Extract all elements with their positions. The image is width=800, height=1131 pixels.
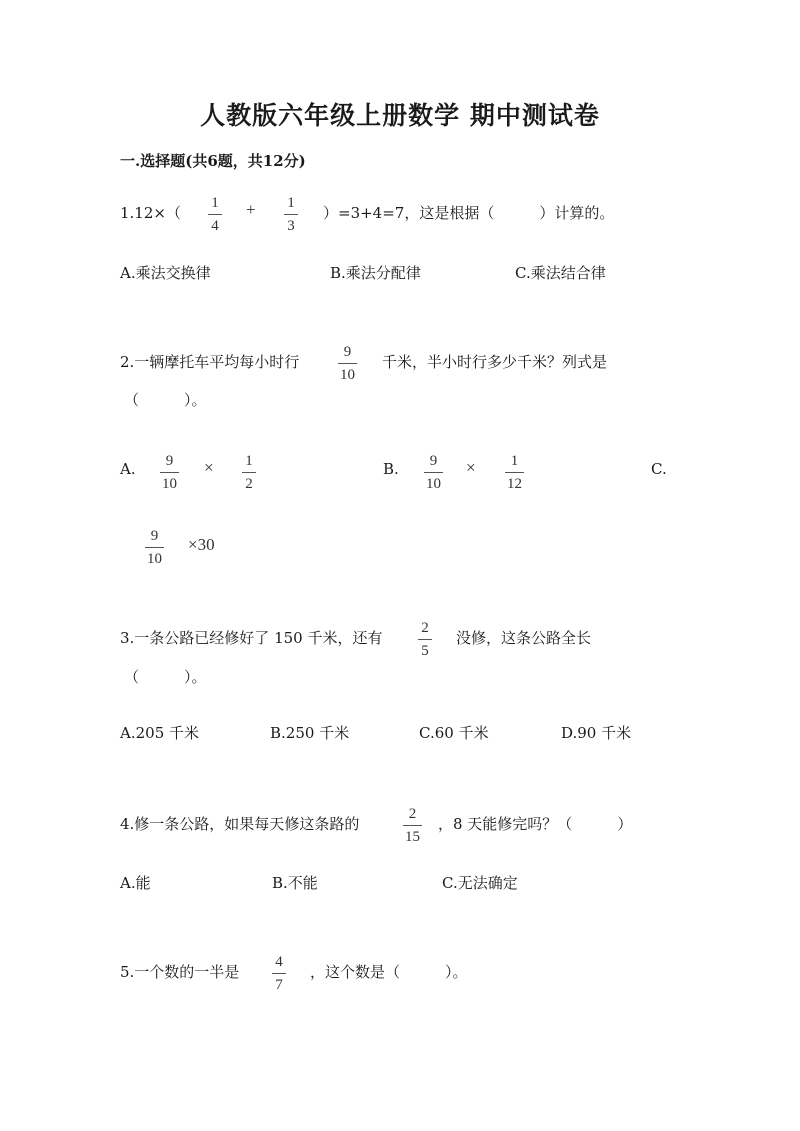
fraction-denominator: 7 xyxy=(275,977,283,993)
fraction-numerator: 1 xyxy=(211,195,219,211)
q1-option-a: A.乘法交换律 xyxy=(120,264,211,282)
fraction-denominator: 12 xyxy=(507,476,522,492)
fraction-numerator: 9 xyxy=(150,528,159,544)
fraction-numerator: 2 xyxy=(408,806,417,822)
q3-option-b: B.250 千米 xyxy=(270,724,350,742)
q4-prefix: 4.修一条公路，如果每天修这条路的 xyxy=(120,815,360,833)
q4-suffix: ，8 天能修完吗？（ ） xyxy=(438,815,633,833)
q1-option-b: B.乘法分配律 xyxy=(330,264,421,282)
q2-option-b-fraction-2 xyxy=(505,454,524,492)
q3-fraction xyxy=(418,621,432,659)
page-title: 人教版六年级上册数学 期中测试卷 xyxy=(200,101,600,130)
q2-option-b-fraction-1 xyxy=(424,454,443,492)
fraction-denominator: 15 xyxy=(405,829,420,845)
q2-option-c-label: C. xyxy=(651,460,667,478)
q2-option-a-fraction-1 xyxy=(160,454,179,492)
q3-prefix: 3.一条公路已经修好了 150 千米，还有 xyxy=(120,629,383,647)
q5-suffix: ，这个数是（ ）。 xyxy=(310,963,468,981)
fraction-denominator: 4 xyxy=(211,218,219,234)
fraction-numerator: 1 xyxy=(287,195,295,211)
fraction-denominator: 10 xyxy=(426,476,441,492)
q2-option-a-label: A. xyxy=(120,460,136,478)
q2-option-a-fraction-2 xyxy=(242,454,256,492)
q5-fraction xyxy=(272,955,286,993)
q4-option-b: B.不能 xyxy=(272,874,318,892)
fraction-numerator: 9 xyxy=(165,453,174,469)
q1-prefix: 1.12×（ xyxy=(120,204,181,222)
q2-suffix: 千米，半小时行多少千米？列式是 xyxy=(382,353,608,371)
q3-suffix: 没修，这条公路全长 xyxy=(456,629,592,647)
q1-plus-sign: + xyxy=(246,200,256,219)
fraction-denominator: 5 xyxy=(421,643,429,659)
q3-answer-blank: （ ）。 xyxy=(124,668,207,686)
q2-option-a-times: × xyxy=(204,458,214,477)
q3-option-c: C.60 千米 xyxy=(419,724,489,742)
q3-option-a: A.205 千米 xyxy=(120,724,199,742)
fraction-numerator: 9 xyxy=(429,453,438,469)
q1-suffix: ）=3+4=7，这是根据（ ）计算的。 xyxy=(323,204,615,222)
q4-fraction xyxy=(403,807,422,845)
q1-fraction-a xyxy=(208,196,222,234)
q2-option-b-label: B. xyxy=(383,460,399,478)
fraction-denominator: 3 xyxy=(287,218,295,234)
q2-option-b-times: × xyxy=(466,458,476,477)
fraction-denominator: 10 xyxy=(162,476,177,492)
fraction-numerator: 9 xyxy=(343,344,352,360)
q1-option-c: C.乘法结合律 xyxy=(515,264,606,282)
fraction-denominator: 10 xyxy=(340,367,355,383)
q4-option-a: A.能 xyxy=(120,874,151,892)
q2-prefix: 2.一辆摩托车平均每小时行 xyxy=(120,353,300,371)
section-heading: 一.选择题(共6题，共12分) xyxy=(120,152,306,170)
fraction-denominator: 2 xyxy=(245,476,253,492)
fraction-numerator: 1 xyxy=(245,453,253,469)
q4-option-c: C.无法确定 xyxy=(442,874,518,892)
fraction-numerator: 4 xyxy=(275,954,283,970)
fraction-numerator: 2 xyxy=(421,620,429,636)
fraction-denominator: 10 xyxy=(147,551,162,567)
q3-option-d: D.90 千米 xyxy=(561,724,632,742)
q5-prefix: 5.一个数的一半是 xyxy=(120,963,240,981)
q2-answer-blank: （ ）。 xyxy=(124,391,207,409)
q2-option-c-expression: ×30 xyxy=(188,535,215,554)
fraction-numerator: 1 xyxy=(510,453,519,469)
q2-fraction xyxy=(338,345,357,383)
q2-option-c-fraction xyxy=(145,529,164,567)
q1-fraction-b xyxy=(284,196,298,234)
